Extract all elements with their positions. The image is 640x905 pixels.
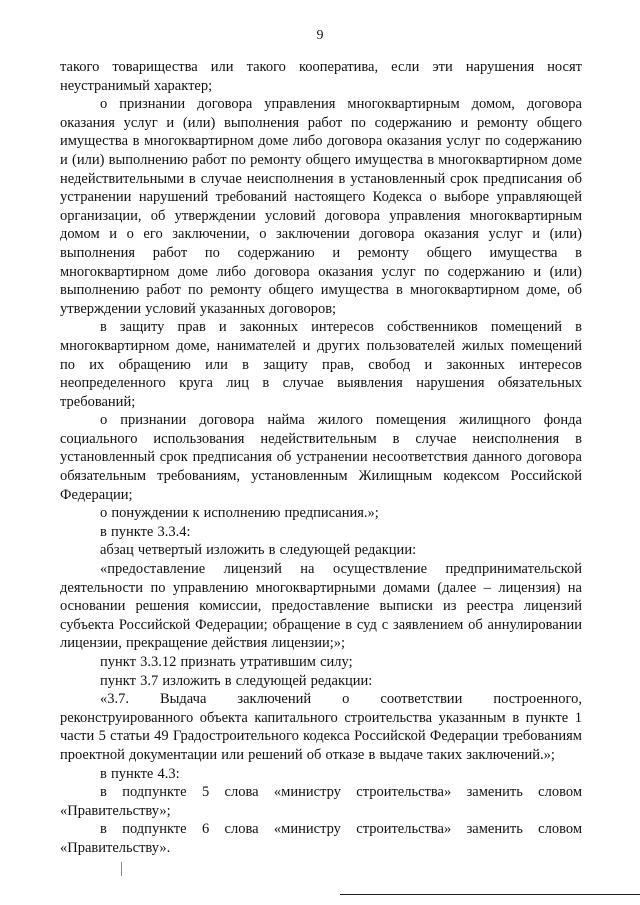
paragraph-subclause-6: в подпункте 6 слова «министру строительства» заменить словом «Правительству».: [60, 821, 582, 856]
paragraph-owners-protection: в защиту прав и законных интересов собственников помещений в многоквартирном доме, нанимателей и других пользователей жилых помещений по их обращению или в защиту прав, свобод и законных интересов неопределенного круга лиц в случае выявления нарушения обязательных требований;: [60, 319, 582, 410]
bottom-rule: [340, 894, 640, 895]
paragraph-licensing: «предоставление лицензий на осуществление предпринимательской деятельности по управлению многоквартирными домами (далее – лицензия) на основании решения комиссии, предоставление выписки из реестра лицензий субъекта Российской Федерации; обращение в суд с заявлением об аннулировании лицензии, прекращение действия лицензии;»;: [60, 561, 582, 652]
document-body: [60, 58, 582, 858]
paragraph-enforcement: о понуждении к исполнению предписания.»;: [100, 505, 379, 522]
paragraph-continuation: такого товарищества или такого кооператива, если эти нарушения носят неустранимый характер;: [60, 59, 582, 94]
paragraph-clause-3-7-text: «3.7. Выдача заключений о соответствии построенного, реконструированного объекта капитального строительства указанным в пункте 1 части 5 статьи 49 Градостроительного кодекса Российской Федерации требованиям проектной документации или решений об отказе в выдаче таких заключений.»;: [60, 691, 582, 763]
paragraph-contract-invalidation: о признании договора управления многоквартирным домом, договора оказания услуг и (или) выполнения работ по содержанию и ремонту общего имущества в многоквартирном доме либо договора оказания услуг по содержанию и (или) выполнению работ по ремонту общего имущества в многоквартирном доме недействительными в случае неисполнения в установленный срок предписания об устранении нарушений требований настоящего Кодекса о выборе управляющей организации, об утверждении условий договора управления многоквартирным домом и о его заключении, о заключении договора оказания услуг и (или) выполнения работ по содержанию и ремонту общего имущества в многоквартирном доме либо договора оказания услуг по содержанию и (или) выполнению работ по ремонту общего имущества в многоквартирном доме, об утверждении условий указанных договоров;: [60, 96, 582, 317]
scan-artifact: [121, 862, 122, 876]
paragraph-clause-3-7: пункт 3.7 изложить в следующей редакции:: [100, 672, 373, 689]
paragraph-lease-invalidation: о признании договора найма жилого помещения жилищного фонда социального использования недействительным в случае неисполнения в установленный срок предписания об устранении несоответствия данного договора обязательным требованиям, установленным Жилищным кодексом Российской Федерации;: [60, 412, 582, 503]
paragraph-clause-3-3-4: в пункте 3.3.4:: [100, 523, 191, 540]
page-number: 9: [316, 28, 324, 43]
paragraph-clause-4-3: в пункте 4.3:: [100, 765, 180, 782]
paragraph-subclause-5: в подпункте 5 слова «министру строительства» заменить словом «Правительству»;: [60, 784, 582, 819]
paragraph-clause-3-3-12: пункт 3.3.12 признать утратившим силу;: [100, 654, 353, 670]
paragraph-fourth-subparagraph: абзац четвертый изложить в следующей редакции:: [100, 542, 417, 559]
